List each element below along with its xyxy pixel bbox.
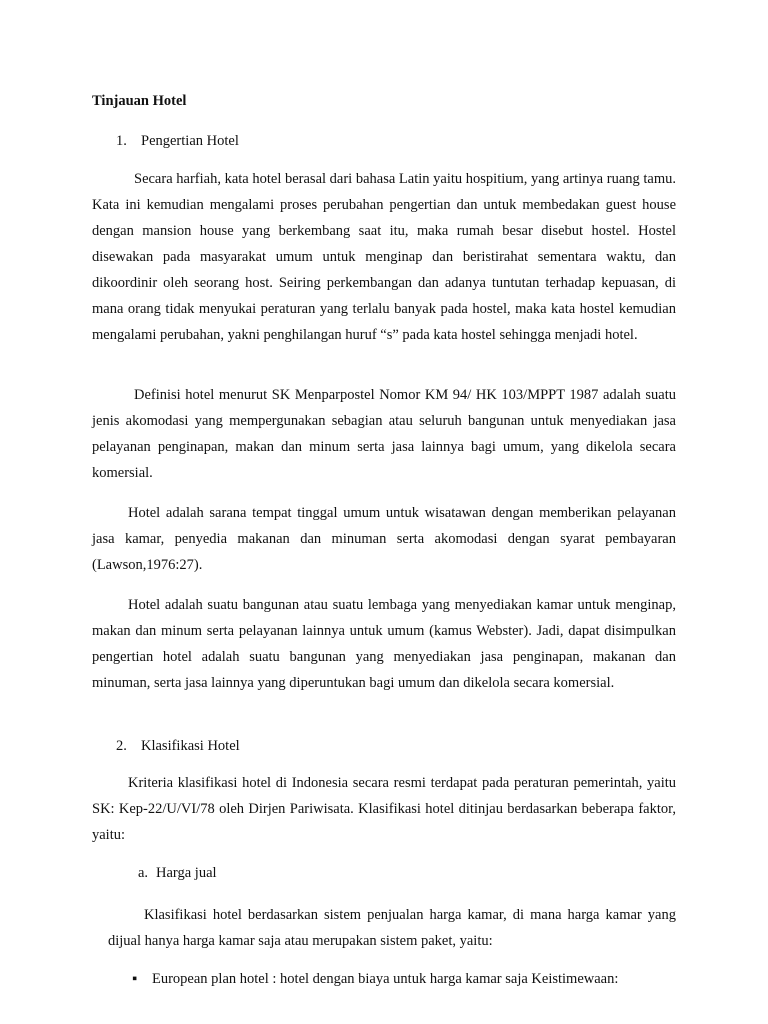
section-number: 1. xyxy=(116,133,127,149)
subsection-letter: a. xyxy=(138,865,149,881)
section-label: Klasifikasi Hotel xyxy=(141,738,240,754)
bullet-icon: ▪ xyxy=(132,971,138,987)
bullet-list-item xyxy=(132,966,692,992)
section-number: 2. xyxy=(116,738,127,754)
subsection-heading-harga-jual xyxy=(138,860,217,886)
section-label: Pengertian Hotel xyxy=(141,133,239,149)
section-heading-klasifikasi xyxy=(116,733,240,759)
paragraph-definition-sk: Definisi hotel menurut SK Menparpostel Nomor KM 94/ HK 103/MPPT 1987 adalah suatu jenis akomodasi yang mempergunakan sebagian atau seluruh bangunan untuk menyediakan jasa pelayanan penginapan, makan dan minum serta jasa lainnya bagi umum, yang dikelola secara komersial. xyxy=(92,387,676,481)
paragraph-harga-jual: Klasifikasi hotel berdasarkan sistem penjualan harga kamar, di mana harga kamar yang dijual hanya harga kamar saja atau merupakan sistem paket, yaitu: xyxy=(108,907,676,949)
subsection-label: Harga jual xyxy=(156,865,217,881)
document-title: Tinjauan Hotel xyxy=(92,93,187,109)
paragraph-definition-lawson: Hotel adalah sarana tempat tinggal umum untuk wisatawan dengan memberikan pelayanan jasa kamar, penyedia makanan dan minuman serta akomodasi dengan syarat pembayaran (Lawson,1976:27). xyxy=(92,505,676,573)
paragraph-etymology: Secara harfiah, kata hotel berasal dari bahasa Latin yaitu hospitium, yang artinya ruang tamu. Kata ini kemudian mengalami proses perubahan pengertian dan untuk membedakan guest house dengan mansion house yang berkembang saat itu, maka rumah besar disebut hostel. Hostel disewakan pada masyarakat umum untuk menginap dan beristirahat sementara waktu, dan dikoordinir oleh seorang host. Seiring perkembangan dan adanya tuntutan terhadap kepuasan, di mana orang tidak menyukai peraturan yang terlalu banyak pada hostel, maka kata hostel kemudian mengalami perubahan, yakni penghilangan huruf “s” pada kata hostel sehingga menjadi hotel. xyxy=(92,171,676,343)
paragraph-definition-webster: Hotel adalah suatu bangunan atau suatu lembaga yang menyediakan kamar untuk menginap, makan dan minum serta pelayanan lainnya untuk umum (kamus Webster). Jadi, dapat disimpulkan pengertian hotel adalah suatu bangunan yang menyediakan jasa penginapan, makanan dan minuman, serta jasa lainnya yang diperuntukan bagi umum dan dikelola secara komersial. xyxy=(92,597,676,691)
bullet-text: European plan hotel : hotel dengan biaya untuk harga kamar saja Keistimewaan: xyxy=(152,971,619,987)
paragraph-klasifikasi-criteria: Kriteria klasifikasi hotel di Indonesia secara resmi terdapat pada peraturan pemerintah, yaitu SK: Kep-22/U/VI/78 oleh Dirjen Pariwisata. Klasifikasi hotel ditinjau berdasarkan beberapa faktor, yaitu: xyxy=(92,775,676,843)
section-heading-pengertian xyxy=(116,128,239,154)
